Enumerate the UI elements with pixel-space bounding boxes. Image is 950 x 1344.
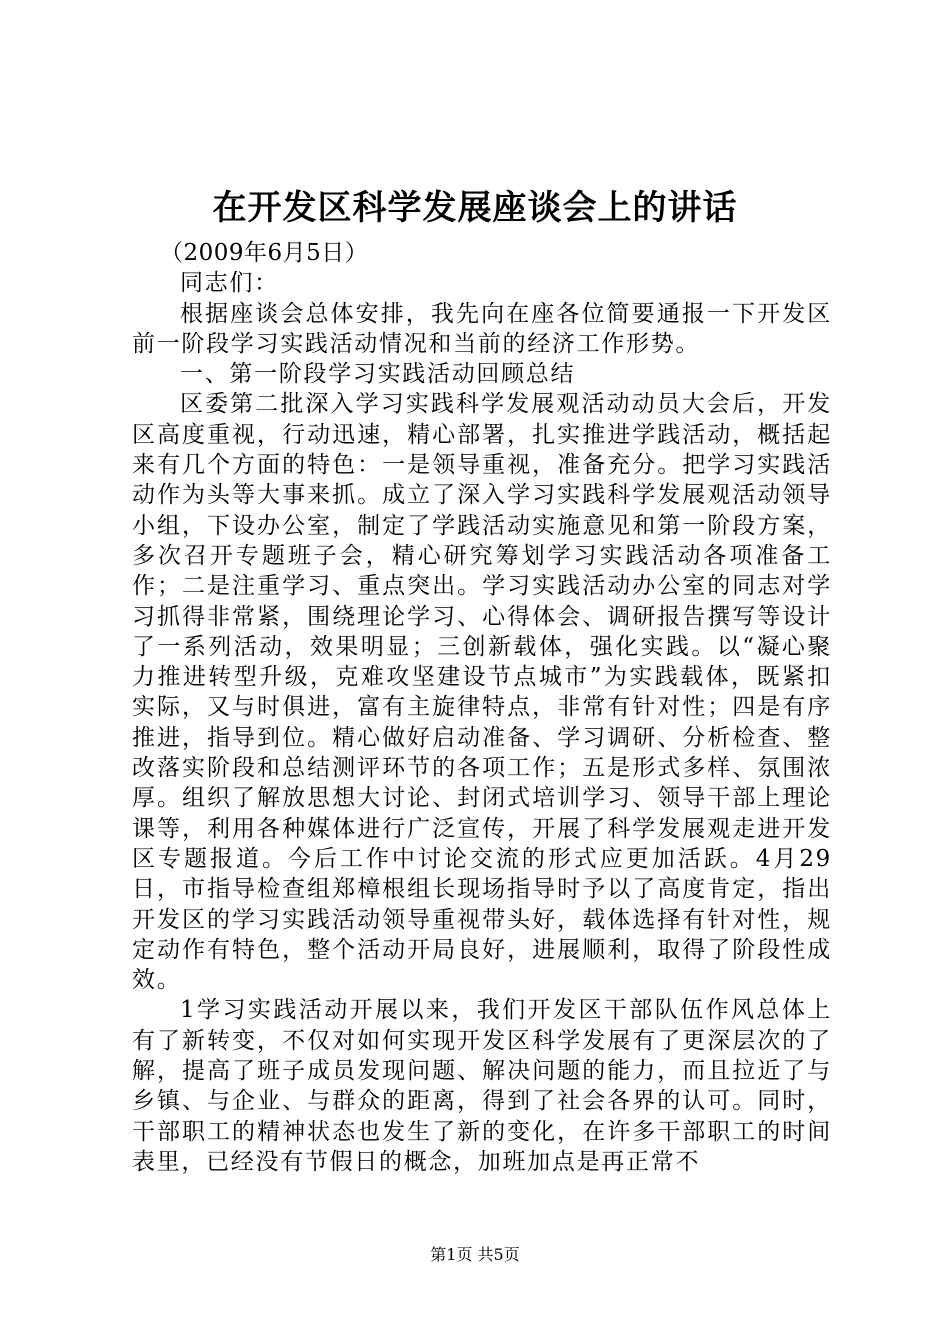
document-title: 在开发区科学发展座谈会上的讲话 [212, 188, 738, 228]
paragraph-results: 1学习实践活动开展以来，我们开发区干部队伍作风总体上有了新转变，不仅对如何实现开发区科学发展有了更深层次的了解，提高了班子成员发现问题、解决问题的能力，而且拉近了与乡镇、与企业、与群众的距离，得到了社会各界的认可。同时，干部职工的精神状态也发生了新的变化，在许多干部职工的时间表里，已经没有节假日的概念，加班加点是再正常不 [132, 997, 832, 1175]
paragraph-intro: 根据座谈会总体安排，我先向在座各位简要通报一下开发区前一阶段学习实践活动情况和当前的经济工作形势。 [132, 300, 832, 357]
salutation: 同志们： [180, 270, 279, 297]
document-body [132, 238, 832, 1177]
page-footer: 第1页 共5页 [430, 1245, 520, 1264]
paragraph-review: 区委第二批深入学习实践科学发展观活动动员大会后，开发区高度重视，行动迅速，精心部署，扎实推进学践活动，概括起来有几个方面的特色：一是领导重视，准备充分。把学习实践活动作为头等大事来抓。成立了深入学习实践科学发展观活动领导小组，下设办公室，制定了学践活动实施意见和第一阶段方案，多次召开专题班子会，精心研究筹划学习实践活动各项准备工作；二是注重学习、重点突出。学习实践活动办公室的同志对学习抓得非常紧，围绕理论学习、心得体会、调研报告撰写等设计了一系列活动，效果明显；三创新载体，强化实践。以“凝心聚力推进转型升级，克难攻坚建设节点城市”为实践载体，既紧扣实际，又与时俱进，富有主旋律特点，非常有针对性；四是有序推进，指导到位。精心做好启动准备、学习调研、分析检查、整改落实阶段和总结测评环节的各项工作；五是形式多样、氛围浓厚。组织了解放思想大讨论、封闭式培训学习、领导干部上理论课等，利用各种媒体进行广泛宣传，开展了科学发展观走进开发区专题报道。今后工作中讨论交流的形式应更加活跃。4月29日，市指导检查组郑樟根组长现场指导时予以了高度肯定，指出开发区的学习实践活动领导重视带头好，载体选择有针对性，规定动作有特色，整个活动开局良好，进展顺利，取得了阶段性成效。 [132, 391, 832, 994]
section-heading: 一、第一阶段学习实践活动回顾总结 [180, 361, 576, 388]
speech-date: （2009年6月5日） [160, 240, 369, 266]
